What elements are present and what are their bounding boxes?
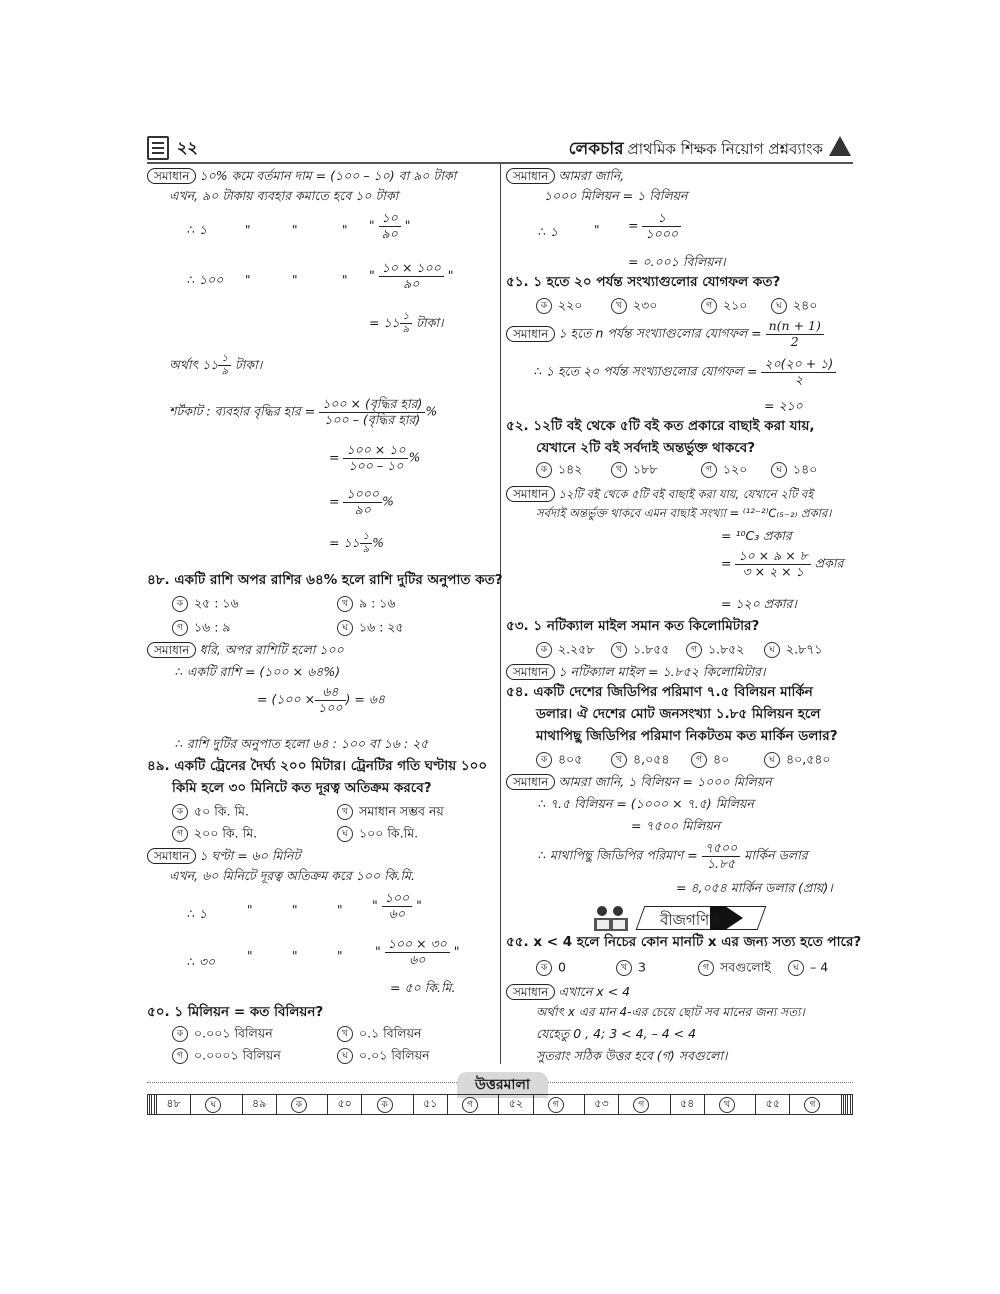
- solution-50-line-1: সমাধান আমরা জানি,: [506, 168, 624, 184]
- solution-49-line-2: এখন, ৬০ মিনিটে দূরত্ব অতিক্রম করে ১০০ কি.মি.: [169, 868, 415, 883]
- option-52-a[interactable]: ক ১৪২: [536, 462, 582, 478]
- option-49-a[interactable]: ক ৫০ কি. মি.: [172, 804, 249, 820]
- ditto-mark: ": [594, 223, 600, 237]
- question-52-line-1: ৫২. ১২টি বই থেকে ৫টি বই কত প্রকারে বাছাই করা যায়,: [506, 418, 815, 434]
- answer-key-answer: ঘ: [191, 1095, 242, 1115]
- question-54-line-2: ডলার। ঐ দেশের মোট জনসংখ্যা ১.৮৫ মিলিয়ন হলে: [536, 706, 821, 722]
- ditto-mark: ": [337, 949, 343, 963]
- section-banner: [590, 904, 770, 932]
- option-48-d[interactable]: ঘ ১৬ : ২৫: [337, 620, 404, 636]
- option-52-b[interactable]: খ ১৮৮: [611, 462, 657, 478]
- option-55-b[interactable]: খ 3: [616, 960, 646, 976]
- calc-lhs: ∴ ১: [538, 224, 559, 239]
- solution-badge: সমাধান: [506, 168, 555, 184]
- shortcut-formula: শর্টকাট : ব্যবহার বৃদ্ধির হার = $\frac{\text{১০০ × (বৃদ্ধির হার)}}{\text{১০০ – (বৃদ্ধির হার)}}$ %: [169, 396, 438, 427]
- answer-key-answer: গ: [447, 1095, 498, 1115]
- option-53-d[interactable]: ঘ ২.৮৭১: [764, 642, 822, 658]
- brand-name: লেকচার: [568, 139, 624, 159]
- ditto-mark: ": [292, 903, 298, 917]
- answer-key-answer: খ: [704, 1095, 755, 1115]
- answer-key-question-number: ৪৯: [242, 1095, 276, 1115]
- option-53-a[interactable]: ক ২.২৫৮: [536, 642, 594, 658]
- option-52-d[interactable]: ঘ ১৪০: [771, 462, 817, 478]
- solution-55-line-3: যেহেতু 0 , 4; 3 < 4, – 4 < 4: [536, 1026, 697, 1041]
- answer-key-title: উত্তরমালা: [457, 1072, 548, 1098]
- solution-52-result: = ১২০ প্রকার।: [721, 596, 797, 611]
- solution-47-line-2: এখন, ৯০ টাকায় ব্যবহার কমাতে হবে ১০ টাকা: [169, 188, 399, 203]
- shortcut-step-4: = ১১ $\frac{১}{৯}$ %: [329, 531, 385, 555]
- solution-54-result: = ৪,০৫৪ মার্কিন ডলার (প্রায়)।: [676, 880, 833, 895]
- book-icon: [147, 136, 169, 160]
- ditto-mark: ": [247, 903, 253, 917]
- calc-lhs: ∴ ১: [187, 222, 208, 237]
- option-49-b[interactable]: খ সমাধান সম্ভব নয়: [337, 804, 444, 820]
- option-55-d[interactable]: ঘ – 4: [788, 960, 828, 976]
- solution-52-line-1: সমাধান ১২টি বই থেকে ৫টি বই বাছাই করা যায়, যেখানে ২টি বই: [506, 486, 813, 502]
- option-55-a[interactable]: ক 0: [536, 960, 566, 976]
- ditto-mark: ": [245, 273, 251, 287]
- solution-54-line-1: সমাধান আমরা জানি, ১ বিলিয়ন = ১০০০ মিলিয়ন: [506, 774, 772, 790]
- solution-51-result: = ২১০: [764, 398, 803, 413]
- question-52-line-2: যেখানে ২টি বই সর্বদাই অন্তর্ভুক্ত থাকবে?: [536, 440, 756, 456]
- question-49-line-2: কিমি হলে ৩০ মিনিটে কত দূরত্ব অতিক্রম করবে?: [172, 780, 432, 796]
- option-50-d[interactable]: ঘ ০.০১ বিলিয়ন: [337, 1048, 430, 1064]
- solution-48-line-4: ∴ রাশি দুটির অনুপাত হলো ৬৪ : ১০০ বা ১৬ : ২৫: [175, 736, 429, 751]
- option-48-c[interactable]: গ ১৬ : ৯: [172, 620, 231, 636]
- answer-key-table: [147, 1094, 853, 1115]
- option-48-a[interactable]: ক ২৫ : ১৬: [172, 596, 239, 612]
- answer-key-answer: গ: [790, 1095, 841, 1115]
- solution-54-line-4: ∴ মাথাপিছু জিডিপির পরিমাণ = $\frac{৭৫০০}{১.৮৫}$ মার্কিন ডলার: [538, 840, 808, 871]
- option-53-b[interactable]: খ ১.৮৫৫: [611, 642, 669, 658]
- option-54-b[interactable]: খ ৪,০৫৪: [611, 752, 669, 768]
- fraction: " $\frac{১০০}{৬০}$ ": [372, 890, 422, 921]
- option-49-c[interactable]: গ ২০০ কি. মি.: [172, 826, 257, 842]
- solution-55-line-2: অর্থাৎ x এর মান 4-এর চেয়ে ছোট সব মানের জন্য সত্য।: [536, 1005, 805, 1019]
- question-50: ৫০. ১ মিলিয়ন = কত বিলিয়ন?: [147, 1004, 324, 1020]
- solution-54-line-3: = ৭৫০০ মিলিয়ন: [631, 818, 721, 833]
- answer-key-answer: ক: [276, 1095, 327, 1115]
- ditto-mark: ": [342, 273, 348, 287]
- solution-50-line-2: ১০০০ মিলিয়ন = ১ বিলিয়ন: [544, 188, 688, 203]
- solution-48-line-1: সমাধান ধরি, অপর রাশিটি হলো ১০০: [147, 642, 344, 658]
- solution-badge: সমাধান: [506, 664, 555, 680]
- option-54-d[interactable]: ঘ ৪০,৫৪০: [764, 752, 831, 768]
- ditto-mark: ": [292, 273, 298, 287]
- answer-key-question-number: ৪৮: [156, 1095, 190, 1115]
- option-50-a[interactable]: ক ০.০০১ বিলিয়ন: [172, 1026, 273, 1042]
- solution-badge: সমাধান: [506, 774, 555, 790]
- answer-key-empty-cell: [850, 1095, 852, 1115]
- solution-badge: সমাধান: [506, 984, 555, 1000]
- answer-key-question-number: ৫২: [499, 1095, 533, 1115]
- question-53: ৫৩. ১ নটিক্যাল মাইল সমান কত কিলোমিটার?: [506, 618, 760, 634]
- answer-key-answer: গ: [533, 1095, 584, 1115]
- ditto-mark: ": [342, 223, 348, 237]
- solution-48-line-3: = (১০০ × $\frac{৬৪}{১০০}$ ) = ৬৪: [257, 684, 386, 715]
- solution-50-result: = ০.০০১ বিলিয়ন।: [628, 254, 726, 269]
- calc-lhs: ∴ ১০০: [187, 272, 224, 287]
- solution-53-line-1: সমাধান ১ নটিক্যাল মাইল = ১.৮৫২ কিলোমিটার।: [506, 664, 765, 680]
- book-title: লেকচার প্রাথমিক শিক্ষক নিয়োগ প্রশ্নব্যাংক: [568, 139, 823, 159]
- option-52-c[interactable]: গ ১২০: [701, 462, 747, 478]
- answer-key-answer: ক: [362, 1095, 413, 1115]
- solution-55-line-4: সুতরাং সঠিক উত্তর হবে (গ) সবগুলো।: [536, 1048, 728, 1063]
- section-title: বীজগণিত: [660, 911, 721, 929]
- solution-52-line-3: = ¹⁰C₃ প্রকার: [721, 528, 792, 543]
- option-55-c[interactable]: গ সবগুলোই: [698, 960, 771, 976]
- solution-55-line-1: সমাধান এখানে x < 4: [506, 984, 630, 1000]
- solution-badge: সমাধান: [147, 642, 196, 658]
- ditto-mark: ": [245, 223, 251, 237]
- question-54-line-1: ৫৪. একটি দেশের জিডিপির পরিমাণ ৭.৫ বিলিয়ন মার্কিন: [506, 684, 813, 700]
- calc-lhs: ∴ ৩০: [187, 954, 216, 969]
- solution-badge: সমাধান: [147, 168, 196, 184]
- answer-key-answer: গ: [619, 1095, 670, 1115]
- option-49-d[interactable]: ঘ ১০০ কি.মি.: [337, 826, 418, 842]
- solution-badge: সমাধান: [506, 326, 555, 342]
- page-number: ২২: [177, 138, 198, 157]
- ditto-mark: ": [247, 949, 253, 963]
- option-51-a[interactable]: ক ২২০: [536, 298, 582, 314]
- brand-logo-icon: [829, 136, 851, 156]
- question-55: ৫৫. x < 4 হলে নিচের কোন মানটি x এর জন্য সত্য হতে পারে?: [506, 934, 862, 950]
- result-line: = ১১ $\frac{১}{৯}$ টাকা।: [369, 311, 444, 335]
- question-51: ৫১. ১ হতে ২০ পর্যন্ত সংখ্যাগুলোর যোগফল কত?: [506, 274, 781, 290]
- option-54-a[interactable]: ক ৪০৫: [536, 752, 582, 768]
- calc-lhs: ∴ ১: [187, 906, 208, 921]
- option-53-c[interactable]: গ ১.৮৫২: [686, 642, 744, 658]
- option-50-b[interactable]: খ ০.১ বিলিয়ন: [337, 1026, 421, 1042]
- answer-key-question-number: ৫০: [328, 1095, 362, 1115]
- ditto-mark: ": [292, 949, 298, 963]
- question-48: ৪৮. একটি রাশি অপর রাশির ৬৪% হলে রাশি দুটির অনুপাত কত?: [147, 572, 503, 588]
- solution-51-line-1: সমাধান ১ হতে n পর্যন্ত সংখ্যাগুলোর যোগফল = $\frac{n(n + 1)}{2}$: [506, 320, 824, 348]
- solution-52-line-4: = $\frac{১০ \times ৯ \times ৮}{৩ \times ২ \times ১}$ প্রকার: [721, 548, 844, 579]
- option-51-c[interactable]: গ ২১০: [701, 298, 747, 314]
- solution-badge: সমাধান: [506, 486, 555, 502]
- fraction: " $\frac{১০ \times ১০০}{৯০}$ ": [369, 260, 454, 291]
- solution-54-line-2: ∴ ৭.৫ বিলিয়ন = (১০০০ × ৭.৫) মিলিয়ন: [538, 796, 754, 811]
- fraction: " $\frac{১০}{৯০}$ ": [369, 210, 411, 241]
- solution-48-line-2: ∴ একটি রাশি = (১০০ × ৬৪%): [175, 664, 341, 679]
- answer-key-question-number: ৫৩: [584, 1095, 618, 1115]
- question-49-line-1: ৪৯. একটি ট্রেনের দৈর্ঘ্য ২০০ মিটার। ট্রেনটির গতি ঘণ্টায় ১০০: [147, 758, 488, 774]
- solution-49-line-1: সমাধান ১ ঘণ্টা = ৬০ মিনিট: [147, 848, 300, 864]
- question-54-line-3: মাথাপিছু জিডিপির পরিমাণ নিকটতম কত মার্কিন ডলার?: [536, 728, 838, 744]
- fraction: = $\frac{১}{১০০০}$: [628, 212, 681, 240]
- column-divider: [500, 164, 501, 1064]
- shortcut-step-3: = $\frac{১০০০}{৯০}$ %: [329, 486, 394, 517]
- option-48-b[interactable]: খ ৯ : ১৬: [337, 596, 396, 612]
- shortcut-step-2: = $\frac{১০০ \times ১০}{১০০ - ১০}$ %: [329, 442, 421, 473]
- option-50-c[interactable]: গ ০.০০০১ বিলিয়ন: [172, 1048, 281, 1064]
- result-summary: অর্থাৎ ১১ $\frac{১}{৯}$ টাকা।: [169, 353, 263, 377]
- answer-key-question-number: ৫৫: [756, 1095, 790, 1115]
- fraction: " $\frac{১০০ \times ৩০}{৬০}$ ": [375, 936, 460, 967]
- arrow-icon: [725, 906, 743, 930]
- page-header: [147, 134, 853, 164]
- solution-52-line-2: সর্বদাই অন্তর্ভুক্ত থাকবে এমন বাছাই সংখ্যা = ⁽¹²⁻²⁾C₍₅₋₂₎ প্রকার।: [536, 506, 832, 520]
- ditto-mark: ": [337, 903, 343, 917]
- ditto-mark: ": [292, 223, 298, 237]
- answer-key-question-number: ৫১: [413, 1095, 447, 1115]
- solution-49-result: = ৫০ কি.মি.: [390, 980, 456, 995]
- option-51-b[interactable]: খ ২৩০: [611, 298, 657, 314]
- answer-key-row: [148, 1095, 853, 1115]
- option-51-d[interactable]: ঘ ২৪০: [771, 298, 817, 314]
- solution-badge: সমাধান: [147, 848, 196, 864]
- option-54-c[interactable]: গ ৪০: [691, 752, 729, 768]
- solution-47-line-1: সমাধান ১০% কমে বর্তমান দাম = (১০০ – ১০) বা ৯০ টাকা: [147, 168, 456, 184]
- reading-kids-icon: [590, 904, 632, 932]
- solution-51-line-2: ∴ ১ হতে ২০ পর্যন্ত সংখ্যাগুলোর যোগফল = $\frac{২০(২০ + ১)}{২}$: [534, 358, 836, 386]
- answer-key-question-number: ৫৪: [670, 1095, 704, 1115]
